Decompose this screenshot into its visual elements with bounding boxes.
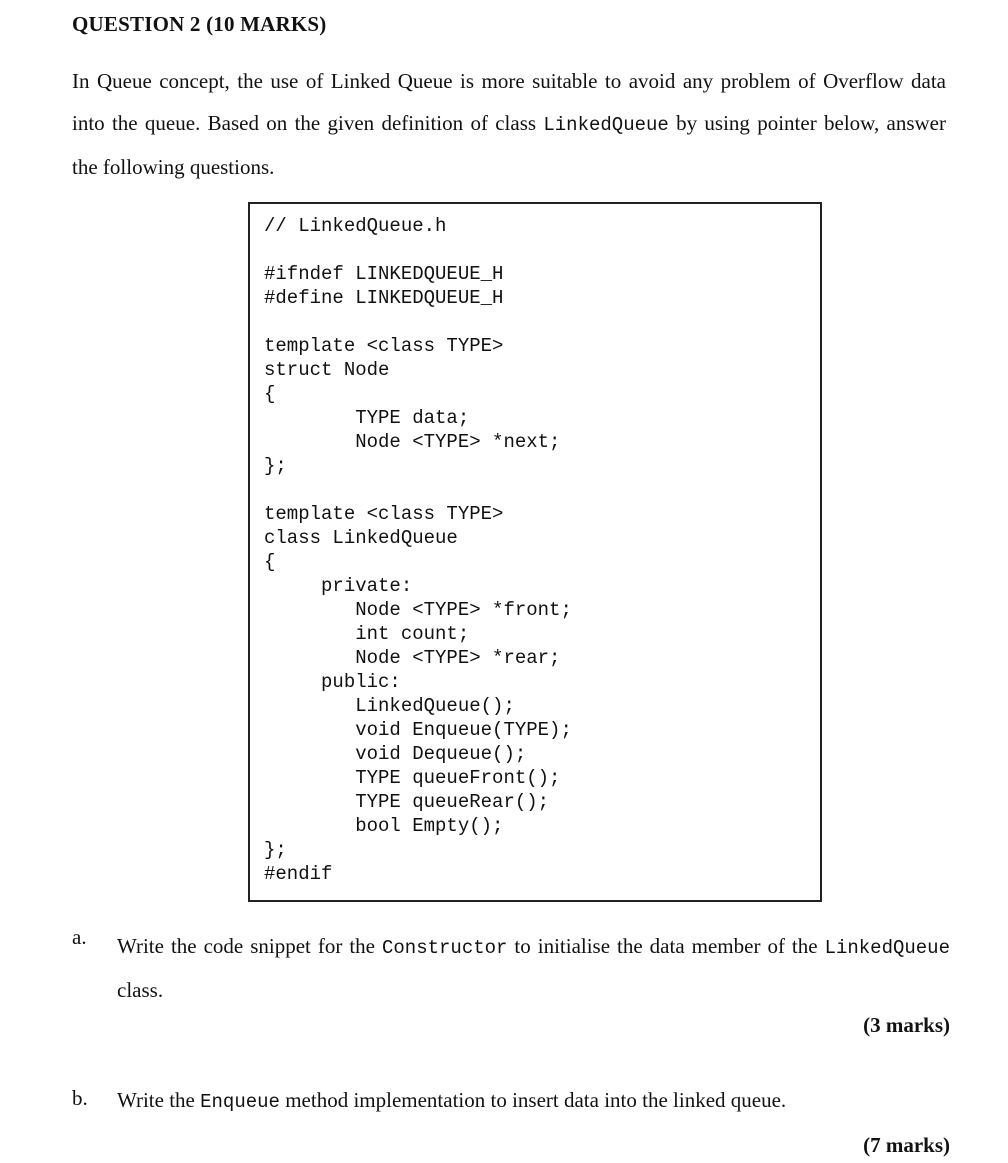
- part-a-code-1: Constructor: [382, 937, 508, 959]
- intro-text-2: by using pointer below, answer the following questions.: [72, 111, 946, 179]
- part-b-text: [117, 1086, 950, 1116]
- part-a-text-1: Write the code snippet for the: [117, 934, 382, 958]
- part-a-text-2: to initialise the data member of the: [507, 934, 825, 958]
- part-a-letter: a.: [72, 925, 87, 949]
- part-b-text-2: method implementation to insert data into the linked queue.: [279, 1088, 787, 1112]
- question-heading: QUESTION 2 (10 MARKS): [72, 12, 327, 36]
- intro-text-1: In Queue concept, the use of Linked Queue is more suitable to avoid any problem of Overflow data into the queue. Based on the given definition of class: [72, 69, 946, 135]
- part-a-text: [117, 925, 950, 1011]
- part-a-marks: (3 marks): [863, 1013, 950, 1037]
- part-b-marks: (7 marks): [863, 1133, 950, 1157]
- code-listing-box: [248, 202, 822, 902]
- question-intro: [72, 60, 946, 188]
- intro-code-term: LinkedQueue: [543, 114, 669, 136]
- part-b-text-1: Write the: [117, 1088, 201, 1112]
- part-b-code-1: Enqueue: [200, 1091, 280, 1113]
- part-b-letter: b.: [72, 1086, 88, 1110]
- part-a-text-3: class.: [117, 978, 164, 1002]
- part-a-code-2: LinkedQueue: [824, 937, 950, 959]
- code-listing: // LinkedQueue.h #ifndef LINKEDQUEUE_H #define LINKEDQUEUE_H template <class TYPE> struct Node { TYPE data; Node <TYPE> *next; }; template <class TYPE> class LinkedQueue { private: Node <TYPE> *front; int count; Node <TYPE> *rear; public: LinkedQueue(); void Enqueue(TYPE); void Dequeue(); TYPE queueFront(); TYPE queueRear(); bool Empty(); }; #endif: [264, 215, 572, 885]
